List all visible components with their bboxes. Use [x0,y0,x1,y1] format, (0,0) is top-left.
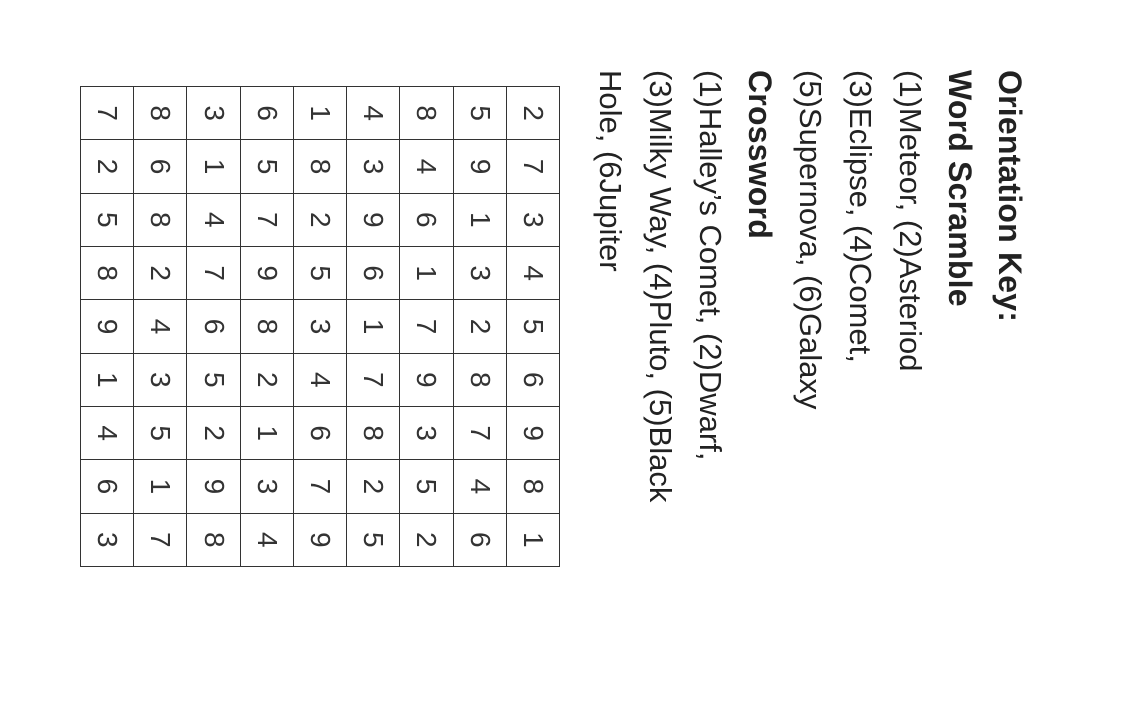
sudoku-row [240,87,293,567]
word-scramble-line: (3)Eclipse, (4)Comet, [843,70,878,363]
sudoku-cell: 5 [293,246,346,299]
sudoku-cell: 7 [400,300,453,353]
word-scramble-line: (5)Supernova, (6)Galaxy [793,70,828,410]
sudoku-row [187,87,240,567]
sudoku-cell: 5 [453,87,506,140]
sudoku-cell: 4 [347,87,400,140]
sudoku-cell: 1 [134,460,187,513]
sudoku-cell: 9 [453,140,506,193]
sudoku-cell: 2 [134,246,187,299]
sudoku-cell: 1 [347,300,400,353]
sudoku-cell: 9 [400,353,453,406]
sudoku-cell: 2 [400,513,453,566]
sudoku-cell: 4 [187,193,240,246]
sudoku-cell: 5 [240,140,293,193]
sudoku-cell: 9 [187,460,240,513]
sudoku-cell: 5 [347,513,400,566]
sudoku-cell: 9 [81,300,134,353]
sudoku-cell: 2 [506,87,559,140]
sudoku-row [453,87,506,567]
sudoku-cell: 6 [293,406,346,459]
sudoku-cell: 2 [293,193,346,246]
sudoku-cell: 8 [293,140,346,193]
sudoku-cell: 2 [81,140,134,193]
sudoku-cell: 1 [400,246,453,299]
sudoku-cell: 3 [134,353,187,406]
sudoku-cell: 4 [506,246,559,299]
sudoku-cell: 5 [506,300,559,353]
sudoku-cell: 1 [240,406,293,459]
sudoku-cell: 7 [293,460,346,513]
sudoku-cell: 8 [400,87,453,140]
sudoku-cell: 1 [506,513,559,566]
sudoku-cell: 7 [453,406,506,459]
sudoku-cell: 5 [187,353,240,406]
sudoku-cell: 7 [134,513,187,566]
sudoku-cell: 7 [347,353,400,406]
sudoku-row [506,87,559,567]
sudoku-row [400,87,453,567]
sudoku-cell: 1 [187,140,240,193]
crossword-line: (1)Halley’s Comet, (2)Dwarf, [693,70,728,461]
crossword-heading: Crossword [742,70,778,239]
sudoku-cell: 7 [506,140,559,193]
sudoku-cell: 6 [187,300,240,353]
sudoku-cell: 9 [347,193,400,246]
sudoku-cell: 2 [187,406,240,459]
sudoku-cell: 3 [506,193,559,246]
word-scramble-line: (1)Meteor, (2)Asteriod [893,70,928,372]
orientation-key-title: Orientation Key: [992,70,1028,323]
sudoku-cell: 3 [293,300,346,353]
sudoku-cell: 8 [81,246,134,299]
sudoku-cell: 8 [506,460,559,513]
sudoku-cell: 9 [293,513,346,566]
sudoku-grid [80,86,560,567]
sudoku-cell: 8 [134,87,187,140]
sudoku-cell: 1 [293,87,346,140]
sudoku-row [81,87,134,567]
sudoku-cell: 5 [400,460,453,513]
sudoku-cell: 3 [81,513,134,566]
sudoku-cell: 3 [187,87,240,140]
sudoku-cell: 2 [347,460,400,513]
sudoku-cell: 2 [453,300,506,353]
sudoku-cell: 6 [134,140,187,193]
sudoku-row [293,87,346,567]
sudoku-cell: 6 [400,193,453,246]
crossword-line: (3)Milky Way, (4)Pluto, (5)Black [643,70,678,503]
sudoku-cell: 8 [134,193,187,246]
sudoku-cell: 8 [453,353,506,406]
sudoku-cell: 8 [187,513,240,566]
sudoku-cell: 5 [81,193,134,246]
orientation-key [585,70,1035,590]
sudoku-cell: 3 [347,140,400,193]
crossword-line: Hole, (6Jupiter [593,70,628,272]
sudoku-cell: 4 [293,353,346,406]
sudoku-cell: 7 [81,87,134,140]
sudoku-cell: 4 [453,460,506,513]
sudoku-row [347,87,400,567]
sudoku-cell: 6 [240,87,293,140]
sudoku-cell: 5 [134,406,187,459]
sudoku-cell: 7 [240,193,293,246]
sudoku-cell: 9 [506,406,559,459]
sudoku-cell: 4 [134,300,187,353]
sudoku-cell: 8 [240,300,293,353]
sudoku-cell: 3 [240,460,293,513]
sudoku-cell: 4 [400,140,453,193]
sudoku-cell: 7 [187,246,240,299]
sudoku-cell: 4 [81,406,134,459]
sudoku-cell: 6 [81,460,134,513]
sudoku-cell: 3 [453,246,506,299]
sudoku-cell: 1 [81,353,134,406]
sudoku-cell: 2 [240,353,293,406]
sudoku-cell: 3 [400,406,453,459]
sudoku-cell: 4 [240,513,293,566]
word-scramble-heading: Word Scramble [942,70,978,307]
sudoku-cell: 6 [453,513,506,566]
sudoku-cell: 6 [347,246,400,299]
sudoku-cell: 9 [240,246,293,299]
sudoku-row [134,87,187,567]
sudoku-cell: 1 [453,193,506,246]
sudoku-cell: 6 [506,353,559,406]
sudoku-cell: 8 [347,406,400,459]
